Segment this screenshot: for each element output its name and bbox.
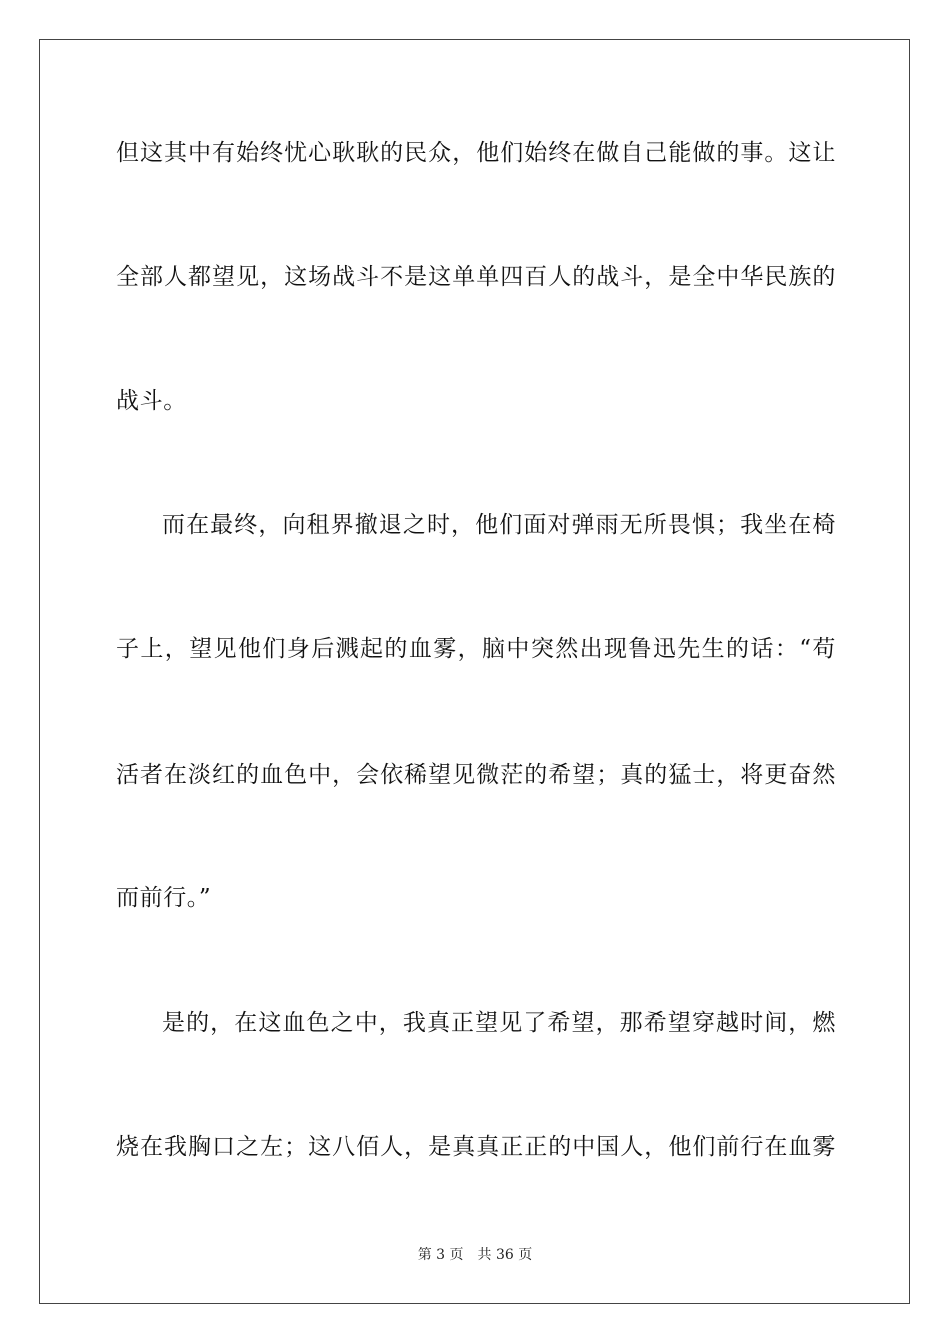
paragraph-line: 活者在淡红的血色中，会依稀望见微茫的希望；真的猛士，将更奋然 bbox=[116, 762, 836, 788]
paragraph-line: 而在最终，向租界撤退之时，他们面对弹雨无所畏惧；我坐在椅 bbox=[162, 512, 836, 538]
paragraph-line: 烧在我胸口之左；这八佰人，是真真正正的中国人，他们前行在血雾 bbox=[116, 1134, 836, 1160]
total-pages: 共 36 页 bbox=[477, 1247, 533, 1263]
paragraph-line: 是的，在这血色之中，我真正望见了希望，那希望穿越时间，燃 bbox=[162, 1010, 836, 1036]
page-number: 第 3 页 bbox=[417, 1247, 464, 1263]
paragraph-line: 但这其中有始终忧心耿耿的民众，他们始终在做自己能做的事。这让 bbox=[116, 140, 836, 166]
page-footer bbox=[0, 1245, 950, 1265]
paragraph-line: 子上，望见他们身后溅起的血雾，脑中突然出现鲁迅先生的话：“苟 bbox=[116, 636, 836, 662]
page-border bbox=[39, 39, 910, 1304]
paragraph-line: 战斗。 bbox=[116, 388, 187, 414]
paragraph-line: 全部人都望见，这场战斗不是这单单四百人的战斗，是全中华民族的 bbox=[116, 264, 836, 290]
paragraph-line: 而前行。” bbox=[116, 885, 212, 911]
